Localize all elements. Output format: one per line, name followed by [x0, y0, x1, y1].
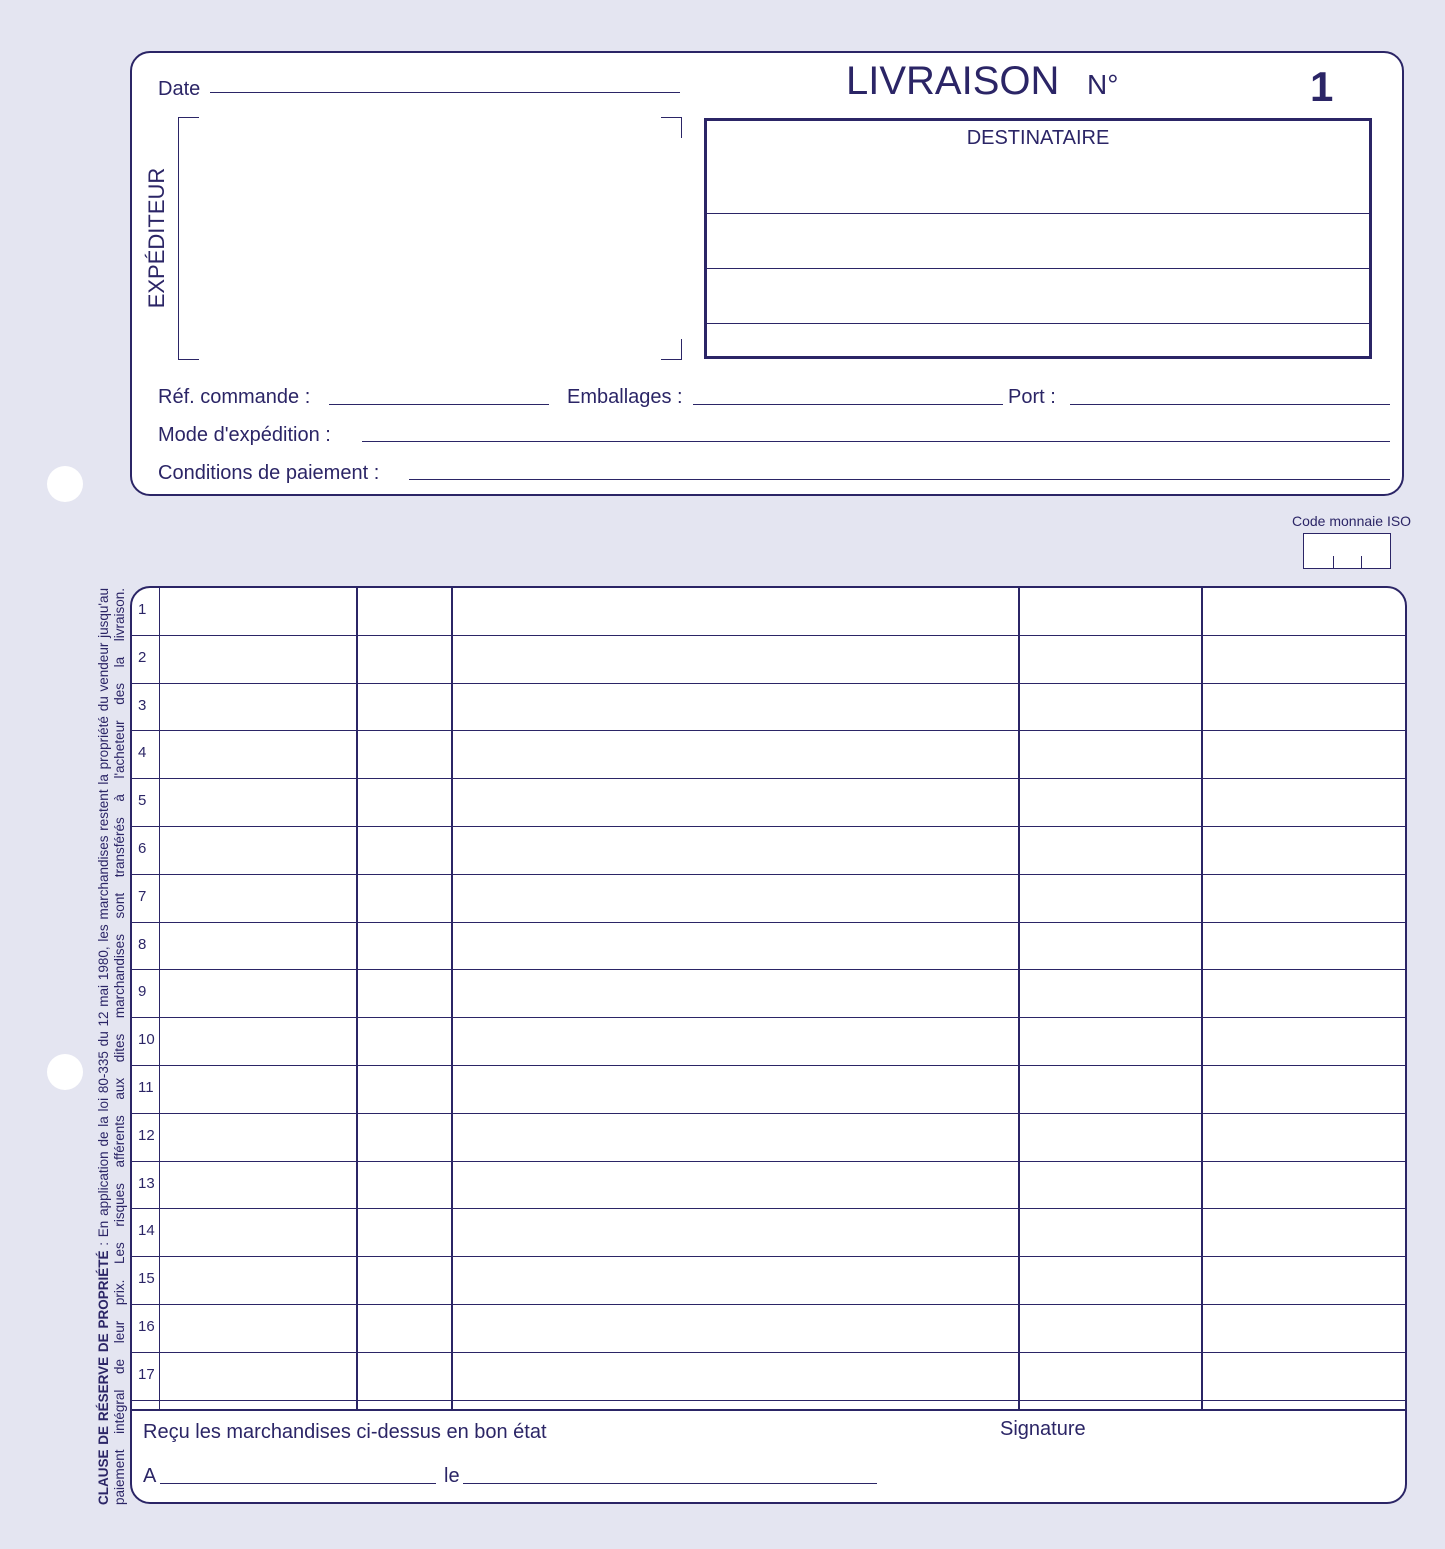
mode-expedition-label: Mode d'expédition :: [158, 424, 331, 446]
expediteur-left-line: [178, 117, 179, 360]
destinataire-box[interactable]: [704, 118, 1372, 359]
row-number: 5: [138, 792, 147, 810]
table-row[interactable]: [132, 1114, 1405, 1162]
table-row[interactable]: [132, 779, 1405, 827]
column-divider: [1201, 588, 1203, 1409]
row-number: 15: [138, 1270, 155, 1288]
table-row[interactable]: [132, 1018, 1405, 1066]
expediteur-area[interactable]: [178, 117, 682, 360]
column-divider: [1018, 588, 1020, 1409]
date-label: Date: [158, 78, 201, 100]
column-divider: [451, 588, 453, 1409]
row-number: 10: [138, 1031, 155, 1049]
table-row[interactable]: [132, 1066, 1405, 1114]
iso-tick: [1333, 556, 1334, 568]
table-row[interactable]: [132, 588, 1405, 636]
row-number: 3: [138, 696, 147, 714]
a-label: A: [143, 1465, 157, 1487]
iso-code-field[interactable]: [1303, 533, 1391, 569]
row-number: 16: [138, 1318, 155, 1335]
table-row[interactable]: [132, 1209, 1405, 1257]
date-field[interactable]: [210, 92, 680, 93]
clause-text: : En application de la loi 80-335 du 12 mai 1980, les marchandises restent la propriété du vendeur jusqu'au paiement intégral de leur prix. Les risques afférents aux dites marchandises sont transférés à l'acheteur des la livraison.: [96, 588, 127, 1505]
expediteur-label: EXPÉDITEUR: [144, 167, 169, 309]
le-label: le: [444, 1465, 460, 1487]
table-row[interactable]: [132, 731, 1405, 779]
received-label: Reçu les marchandises ci-dessus en bon état: [143, 1421, 547, 1443]
signature-area[interactable]: [992, 1448, 1392, 1498]
mode-expedition-field[interactable]: [362, 441, 1390, 442]
port-field[interactable]: [1070, 404, 1390, 405]
row-number: 2: [138, 648, 147, 666]
row-number: 7: [138, 887, 147, 905]
ref-commande-field[interactable]: [329, 404, 549, 405]
row-number: 8: [138, 935, 147, 953]
corner-bracket-bl: [178, 339, 199, 360]
destinataire-line[interactable]: [707, 323, 1369, 324]
column-divider: [356, 588, 358, 1409]
items-table: [130, 586, 1407, 1504]
corner-bracket-tl: [178, 117, 199, 138]
row-number: 17: [138, 1365, 155, 1383]
table-row[interactable]: [132, 684, 1405, 732]
emballages-label: Emballages :: [567, 386, 683, 408]
table-row[interactable]: [132, 875, 1405, 923]
row-number: 13: [138, 1174, 155, 1192]
row-number: 1: [138, 601, 147, 618]
row-line: [132, 1400, 1405, 1401]
clause-title: CLAUSE DE RÉSERVE DE PROPRIÉTÉ: [96, 1250, 111, 1505]
number-label: N°: [1087, 69, 1119, 100]
column-divider: [159, 588, 160, 1409]
ref-commande-label: Réf. commande :: [158, 386, 311, 408]
iso-tick: [1361, 556, 1362, 568]
corner-bracket-br: [661, 339, 682, 360]
footer-separator: [132, 1409, 1405, 1411]
table-row[interactable]: [132, 923, 1405, 971]
form-title: LIVRAISON: [846, 59, 1060, 103]
row-number: 4: [138, 744, 147, 762]
header-panel: [130, 51, 1404, 496]
destinataire-line[interactable]: [707, 268, 1369, 269]
row-number: 12: [138, 1126, 155, 1144]
table-row[interactable]: [132, 1305, 1405, 1353]
punch-hole-top: [47, 466, 83, 502]
conditions-paiement-field[interactable]: [409, 479, 1390, 480]
row-number: 6: [138, 840, 147, 857]
table-row[interactable]: [132, 1353, 1405, 1401]
a-field[interactable]: [160, 1483, 436, 1484]
table-row[interactable]: [132, 1162, 1405, 1210]
row-number: 9: [138, 983, 147, 1001]
signature-label: Signature: [1000, 1418, 1086, 1440]
emballages-field[interactable]: [693, 404, 1003, 405]
punch-hole-bottom: [47, 1054, 83, 1090]
form-number: 1: [1310, 63, 1334, 110]
table-row[interactable]: [132, 827, 1405, 875]
port-label: Port :: [1008, 386, 1056, 408]
conditions-paiement-label: Conditions de paiement :: [158, 462, 380, 484]
table-row[interactable]: [132, 636, 1405, 684]
row-number: 14: [138, 1222, 155, 1240]
destinataire-line[interactable]: [707, 213, 1369, 214]
table-row[interactable]: [132, 970, 1405, 1018]
table-row[interactable]: [132, 1257, 1405, 1305]
destinataire-title: DESTINATAIRE: [966, 127, 1110, 149]
row-number: 11: [138, 1079, 154, 1096]
le-field[interactable]: [463, 1483, 877, 1484]
iso-code-label: Code monnaie ISO: [1292, 513, 1412, 529]
corner-bracket-tr: [661, 117, 682, 138]
